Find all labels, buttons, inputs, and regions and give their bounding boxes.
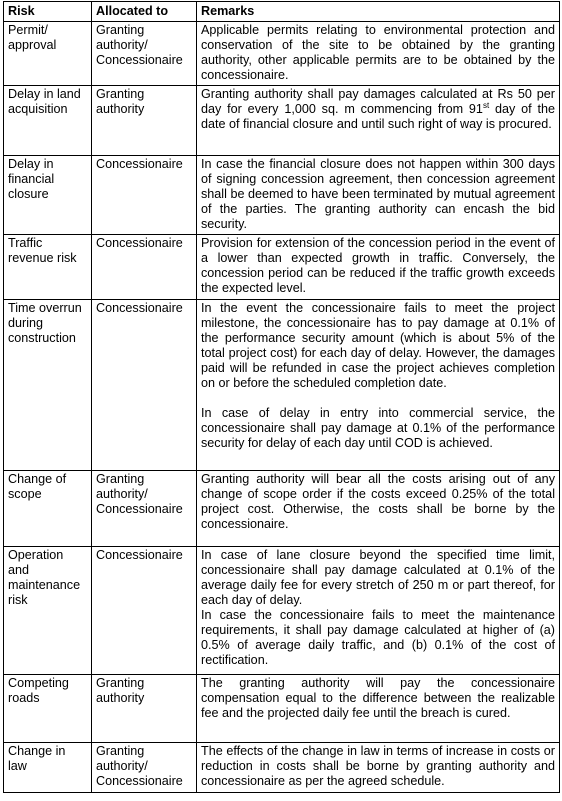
table-row <box>4 547 560 675</box>
remarks-text-b: day of the date of financial closure and until such right of way is procured. <box>201 102 556 131</box>
remarks-paragraph: The granting authority will pay the concessionaire compensation equal to the difference between the realizable fee and the projected daily fee until the breach is cured. <box>201 676 555 720</box>
table-header-row <box>4 2 560 22</box>
header-allocated-to: Allocated to <box>92 2 197 22</box>
remarks-paragraph <box>201 87 555 132</box>
risk-cell: Permit/ approval <box>4 22 92 86</box>
header-risk: Risk <box>4 2 92 22</box>
risk-cell: Traffic revenue risk <box>4 235 92 300</box>
allocated-cell: Granting authority <box>92 86 197 156</box>
remarks-cell <box>197 471 560 547</box>
remarks-paragraph: In case of lane closure beyond the specified time limit, concessionaire shall pay damage calculated at 0.1% of the average daily fee for every stretch of 250 m or part thereof, for each day of delay. <box>201 548 555 607</box>
remarks-cell <box>197 300 560 471</box>
allocated-cell: Granting authority/ Concessionaire <box>92 22 197 86</box>
remarks-paragraph: Applicable permits relating to environmental protection and conservation of the site to be obtained by the granting authority, other applicable permits are to be obtained by the concessionaire. <box>201 23 555 82</box>
remarks-cell <box>197 22 560 86</box>
table-row <box>4 86 560 156</box>
remarks-paragraph: In case the concessionaire fails to meet the maintenance requirements, it shall pay damage calculated at higher of (a) 0.5% of average daily traffic, and (b) 0.1% of the cost of rectification. <box>201 608 555 667</box>
table-row <box>4 743 560 793</box>
table-row <box>4 300 560 471</box>
remarks-cell <box>197 86 560 156</box>
remarks-cell <box>197 675 560 743</box>
table-row <box>4 22 560 86</box>
table-row <box>4 235 560 300</box>
remarks-paragraph: In case of delay in entry into commercial service, the concessionaire shall pay damage at 0.1% of the performance security for delay of each day until COD is achieved. <box>201 406 555 450</box>
allocated-cell: Granting authority/ Concessionaire <box>92 743 197 793</box>
table-row <box>4 156 560 235</box>
remarks-paragraph: Granting authority will bear all the costs arising out of any change of scope order if the costs exceed 0.25% of the total project cost. Otherwise, the costs shall be borne by the concessionaire. <box>201 472 555 531</box>
allocated-cell: Granting authority/ Concessionaire <box>92 471 197 547</box>
remarks-paragraph: In the event the concessionaire fails to meet the project milestone, the concessionaire has to pay damage at 0.1% of the performance security amount (which is about 5% of the total project cost) for each day of delay. However, the damages paid will be refunded in case the project achieves completion on or before the scheduled completion date. <box>201 301 555 390</box>
risk-cell: Change of scope <box>4 471 92 547</box>
remarks-paragraph: In case the financial closure does not happen within 300 days of signing concession agreement, then concession agreement shall be deemed to have been terminated by mutual agreement of the parties. The granting authority can encash the bid security. <box>201 157 555 231</box>
risk-cell: Delay in financial closure <box>4 156 92 235</box>
allocated-cell: Concessionaire <box>92 547 197 675</box>
remarks-cell <box>197 743 560 793</box>
table-row <box>4 675 560 743</box>
allocated-cell: Concessionaire <box>92 156 197 235</box>
allocated-cell: Concessionaire <box>92 300 197 471</box>
allocated-cell: Granting authority <box>92 675 197 743</box>
risk-cell: Delay in land acquisition <box>4 86 92 156</box>
remarks-cell <box>197 547 560 675</box>
risk-cell: Competing roads <box>4 675 92 743</box>
allocated-cell: Concessionaire <box>92 235 197 300</box>
remarks-text-a: Granting authority shall pay damages calculated at Rs 50 per day for every 1,000 sq. m commencing from 91 <box>201 87 555 116</box>
header-remarks: Remarks <box>197 2 560 22</box>
remarks-cell <box>197 156 560 235</box>
risk-cell: Change in law <box>4 743 92 793</box>
risk-cell: Time overrun during construction <box>4 300 92 471</box>
ordinal-suffix: st <box>482 100 490 110</box>
risk-allocation-table <box>3 1 560 793</box>
remarks-cell <box>197 235 560 300</box>
remarks-paragraph: Provision for extension of the concession period in the event of a lower than expected growth in traffic. Conversely, the concession period can be reduced if the traffic growth exceeds the expected level. <box>201 236 555 295</box>
table-row <box>4 471 560 547</box>
risk-cell: Operation and maintenance risk <box>4 547 92 675</box>
remarks-paragraph: The effects of the change in law in terms of increase in costs or reduction in costs shall be borne by granting authority and concessionaire as per the agreed schedule. <box>201 744 555 788</box>
